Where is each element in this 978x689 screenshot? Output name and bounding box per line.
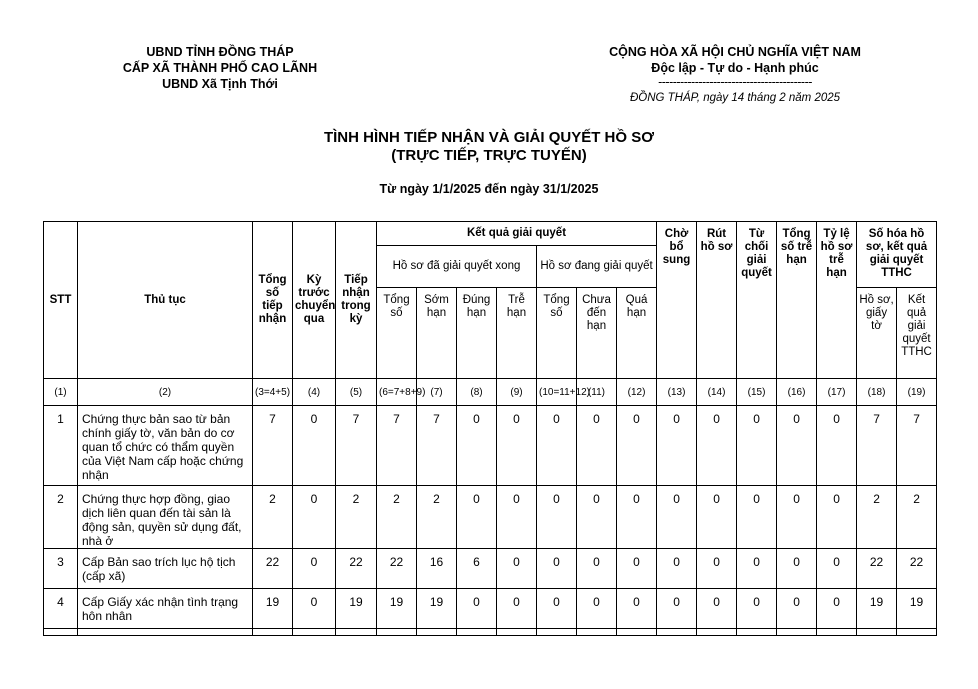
row-procedure: Cấp Bản sao trích lục hộ tịch (cấp xã) (78, 549, 253, 589)
row-value: 6 (457, 549, 497, 589)
row-value: 7 (336, 406, 377, 486)
row-value: 0 (737, 406, 777, 486)
row-value (857, 629, 897, 636)
row-value: 0 (577, 486, 617, 549)
header-dang-giai-quyet: Hồ sơ đang giải quyết (537, 246, 657, 288)
row-value: 0 (777, 549, 817, 589)
header-dung-han: Đúng hạn (457, 288, 497, 379)
column-index-cell: (4) (293, 379, 336, 406)
row-value: 0 (817, 589, 857, 629)
row-value: 19 (857, 589, 897, 629)
row-value (497, 629, 537, 636)
row-value: 0 (457, 486, 497, 549)
column-index-cell: (5) (336, 379, 377, 406)
row-value: 22 (897, 549, 937, 589)
row-value: 0 (657, 406, 697, 486)
column-index-cell: (10=11+12) (537, 379, 577, 406)
row-value: 0 (737, 589, 777, 629)
row-value: 22 (377, 549, 417, 589)
row-value: 0 (537, 589, 577, 629)
row-value: 22 (253, 549, 293, 589)
row-value: 2 (857, 486, 897, 549)
row-value: 0 (777, 486, 817, 549)
row-value (78, 629, 253, 636)
header-da-giai-quyet: Hồ sơ đã giải quyết xong (377, 246, 537, 288)
header-tu-choi: Từ chối giải quyết (737, 222, 777, 379)
row-value: 19 (897, 589, 937, 629)
agency-header (90, 44, 350, 92)
column-index-cell: (19) (897, 379, 937, 406)
row-value: 0 (617, 486, 657, 549)
national-motto-1: CỘNG HÒA XÃ HỘI CHỦ NGHĨA VIỆT NAM (609, 45, 861, 59)
row-value: 16 (417, 549, 457, 589)
row-procedure: Cấp Giấy xác nhận tình trạng hôn nhân (78, 589, 253, 629)
row-value: 0 (497, 486, 537, 549)
row-value: 2 (377, 486, 417, 549)
row-value (737, 629, 777, 636)
row-stt: 2 (44, 486, 78, 549)
row-value: 7 (377, 406, 417, 486)
row-stt: 1 (44, 406, 78, 486)
table-row (44, 629, 937, 636)
column-index-cell: (8) (457, 379, 497, 406)
row-value: 0 (537, 486, 577, 549)
row-value (336, 629, 377, 636)
national-motto-2: Độc lập - Tự do - Hạnh phúc (651, 61, 819, 75)
row-stt: 4 (44, 589, 78, 629)
table-row (44, 486, 937, 549)
row-value (417, 629, 457, 636)
row-value: 7 (857, 406, 897, 486)
column-index-cell: (6=7+8+9) (377, 379, 417, 406)
row-value: 22 (336, 549, 377, 589)
row-value: 0 (537, 549, 577, 589)
row-value: 0 (697, 486, 737, 549)
row-value (377, 629, 417, 636)
report-table (43, 221, 937, 636)
column-index-cell: (11) (577, 379, 617, 406)
row-value: 0 (737, 486, 777, 549)
header-tong-so-tre-han: Tổng số trễ hạn (777, 222, 817, 379)
row-value: 0 (577, 589, 617, 629)
row-value: 2 (336, 486, 377, 549)
row-value: 0 (657, 549, 697, 589)
row-value: 0 (697, 549, 737, 589)
row-value: 0 (697, 589, 737, 629)
row-value: 0 (657, 486, 697, 549)
table-row (44, 589, 937, 629)
row-procedure: Chứng thực bản sao từ bản chính giấy tờ, văn bản do cơ quan tổ chức có thẩm quyền của Việt Nam cấp hoặc chứng nhận (78, 406, 253, 486)
header-tre-han: Trễ hạn (497, 288, 537, 379)
column-index-cell: (16) (777, 379, 817, 406)
row-value: 19 (377, 589, 417, 629)
column-index-cell: (18) (857, 379, 897, 406)
row-value: 0 (697, 406, 737, 486)
agency-commune: UBND Xã Tịnh Thới (162, 77, 278, 91)
agency-province: UBND TỈNH ĐỒNG THÁP (146, 45, 294, 59)
header-tong-so-dang: Tổng số (537, 288, 577, 379)
row-value: 7 (253, 406, 293, 486)
row-procedure: Chứng thực hợp đồng, giao dịch liên quan đến tài sản là động sản, quyền sử dụng đất, nhà ở (78, 486, 253, 549)
row-value: 0 (617, 549, 657, 589)
header-separator: ------------------------------------------ (658, 75, 812, 89)
column-index-row (44, 379, 937, 406)
header-thu-tuc: Thủ tục (78, 222, 253, 379)
row-value: 2 (417, 486, 457, 549)
row-value (777, 629, 817, 636)
table-row (44, 406, 937, 486)
row-value: 2 (253, 486, 293, 549)
column-index-cell: (2) (78, 379, 253, 406)
row-value: 0 (293, 589, 336, 629)
row-value: 19 (253, 589, 293, 629)
header-ho-so-giay-to: Hồ sơ, giấy tờ (857, 288, 897, 379)
row-value: 0 (577, 549, 617, 589)
header-rut-ho-so: Rút hồ sơ (697, 222, 737, 379)
row-value (697, 629, 737, 636)
row-value: 0 (293, 486, 336, 549)
document-date: ĐỒNG THÁP, ngày 14 tháng 2 năm 2025 (629, 92, 841, 104)
row-value (293, 629, 336, 636)
row-value: 0 (817, 406, 857, 486)
row-value: 7 (417, 406, 457, 486)
row-value: 0 (737, 549, 777, 589)
header-tong-so-tiep-nhan: Tổng số tiếp nhận (253, 222, 293, 379)
row-value: 0 (817, 549, 857, 589)
column-index-cell: (7) (417, 379, 457, 406)
row-value: 0 (293, 406, 336, 486)
row-value (897, 629, 937, 636)
header-so-hoa: Số hóa hồ sơ, kết quả giải quyết TTHC (857, 222, 937, 288)
header-ket-qua: Kết quả giải quyết (377, 222, 657, 246)
header-stt: STT (44, 222, 78, 379)
row-value (657, 629, 697, 636)
header-chua-den-han: Chưa đến hạn (577, 288, 617, 379)
header-cho-bo-sung: Chờ bổ sung (657, 222, 697, 379)
report-title: TÌNH HÌNH TIẾP NHẬN VÀ GIẢI QUYẾT HỒ SƠ (323, 129, 655, 146)
column-index-cell: (9) (497, 379, 537, 406)
row-value: 19 (417, 589, 457, 629)
national-header (600, 44, 870, 106)
header-som-han: Sớm hạn (417, 288, 457, 379)
report-period: Từ ngày 1/1/2025 đến ngày 31/1/2025 (379, 182, 599, 196)
row-value: 0 (617, 406, 657, 486)
header-ky-truoc: Kỳ trước chuyển qua (293, 222, 336, 379)
table-row (44, 549, 937, 589)
column-index-cell: (13) (657, 379, 697, 406)
row-value (617, 629, 657, 636)
row-value: 0 (817, 486, 857, 549)
row-value: 0 (457, 406, 497, 486)
column-index-cell: (3=4+5) (253, 379, 293, 406)
row-value: 0 (657, 589, 697, 629)
row-value: 0 (617, 589, 657, 629)
row-value: 0 (497, 406, 537, 486)
row-value: 0 (497, 549, 537, 589)
row-value (817, 629, 857, 636)
header-ket-qua-giai-quyet: Kết quả giải quyết TTHC (897, 288, 937, 379)
row-value: 0 (537, 406, 577, 486)
column-index-cell: (17) (817, 379, 857, 406)
agency-city: CẤP XÃ THÀNH PHỐ CAO LÃNH (122, 61, 318, 75)
column-index-cell: (12) (617, 379, 657, 406)
row-value: 2 (897, 486, 937, 549)
row-value (44, 629, 78, 636)
header-ty-le-tre-han: Tỷ lệ hồ sơ trễ hạn (817, 222, 857, 379)
row-value: 0 (457, 589, 497, 629)
row-value: 0 (497, 589, 537, 629)
row-value: 22 (857, 549, 897, 589)
row-value: 19 (336, 589, 377, 629)
row-value: 0 (777, 406, 817, 486)
column-index-cell: (15) (737, 379, 777, 406)
report-subtitle: (TRỰC TIẾP, TRỰC TUYẾN) (391, 147, 587, 164)
row-value (537, 629, 577, 636)
column-index-cell: (1) (44, 379, 78, 406)
row-value: 7 (897, 406, 937, 486)
row-stt: 3 (44, 549, 78, 589)
row-value: 0 (577, 406, 617, 486)
row-value (457, 629, 497, 636)
header-tong-so-xong: Tổng số (377, 288, 417, 379)
header-qua-han: Quá hạn (617, 288, 657, 379)
row-value: 0 (293, 549, 336, 589)
column-index-cell: (14) (697, 379, 737, 406)
header-tiep-nhan-trong-ky: Tiếp nhận trong kỳ (336, 222, 377, 379)
row-value (253, 629, 293, 636)
row-value (577, 629, 617, 636)
row-value: 0 (777, 589, 817, 629)
